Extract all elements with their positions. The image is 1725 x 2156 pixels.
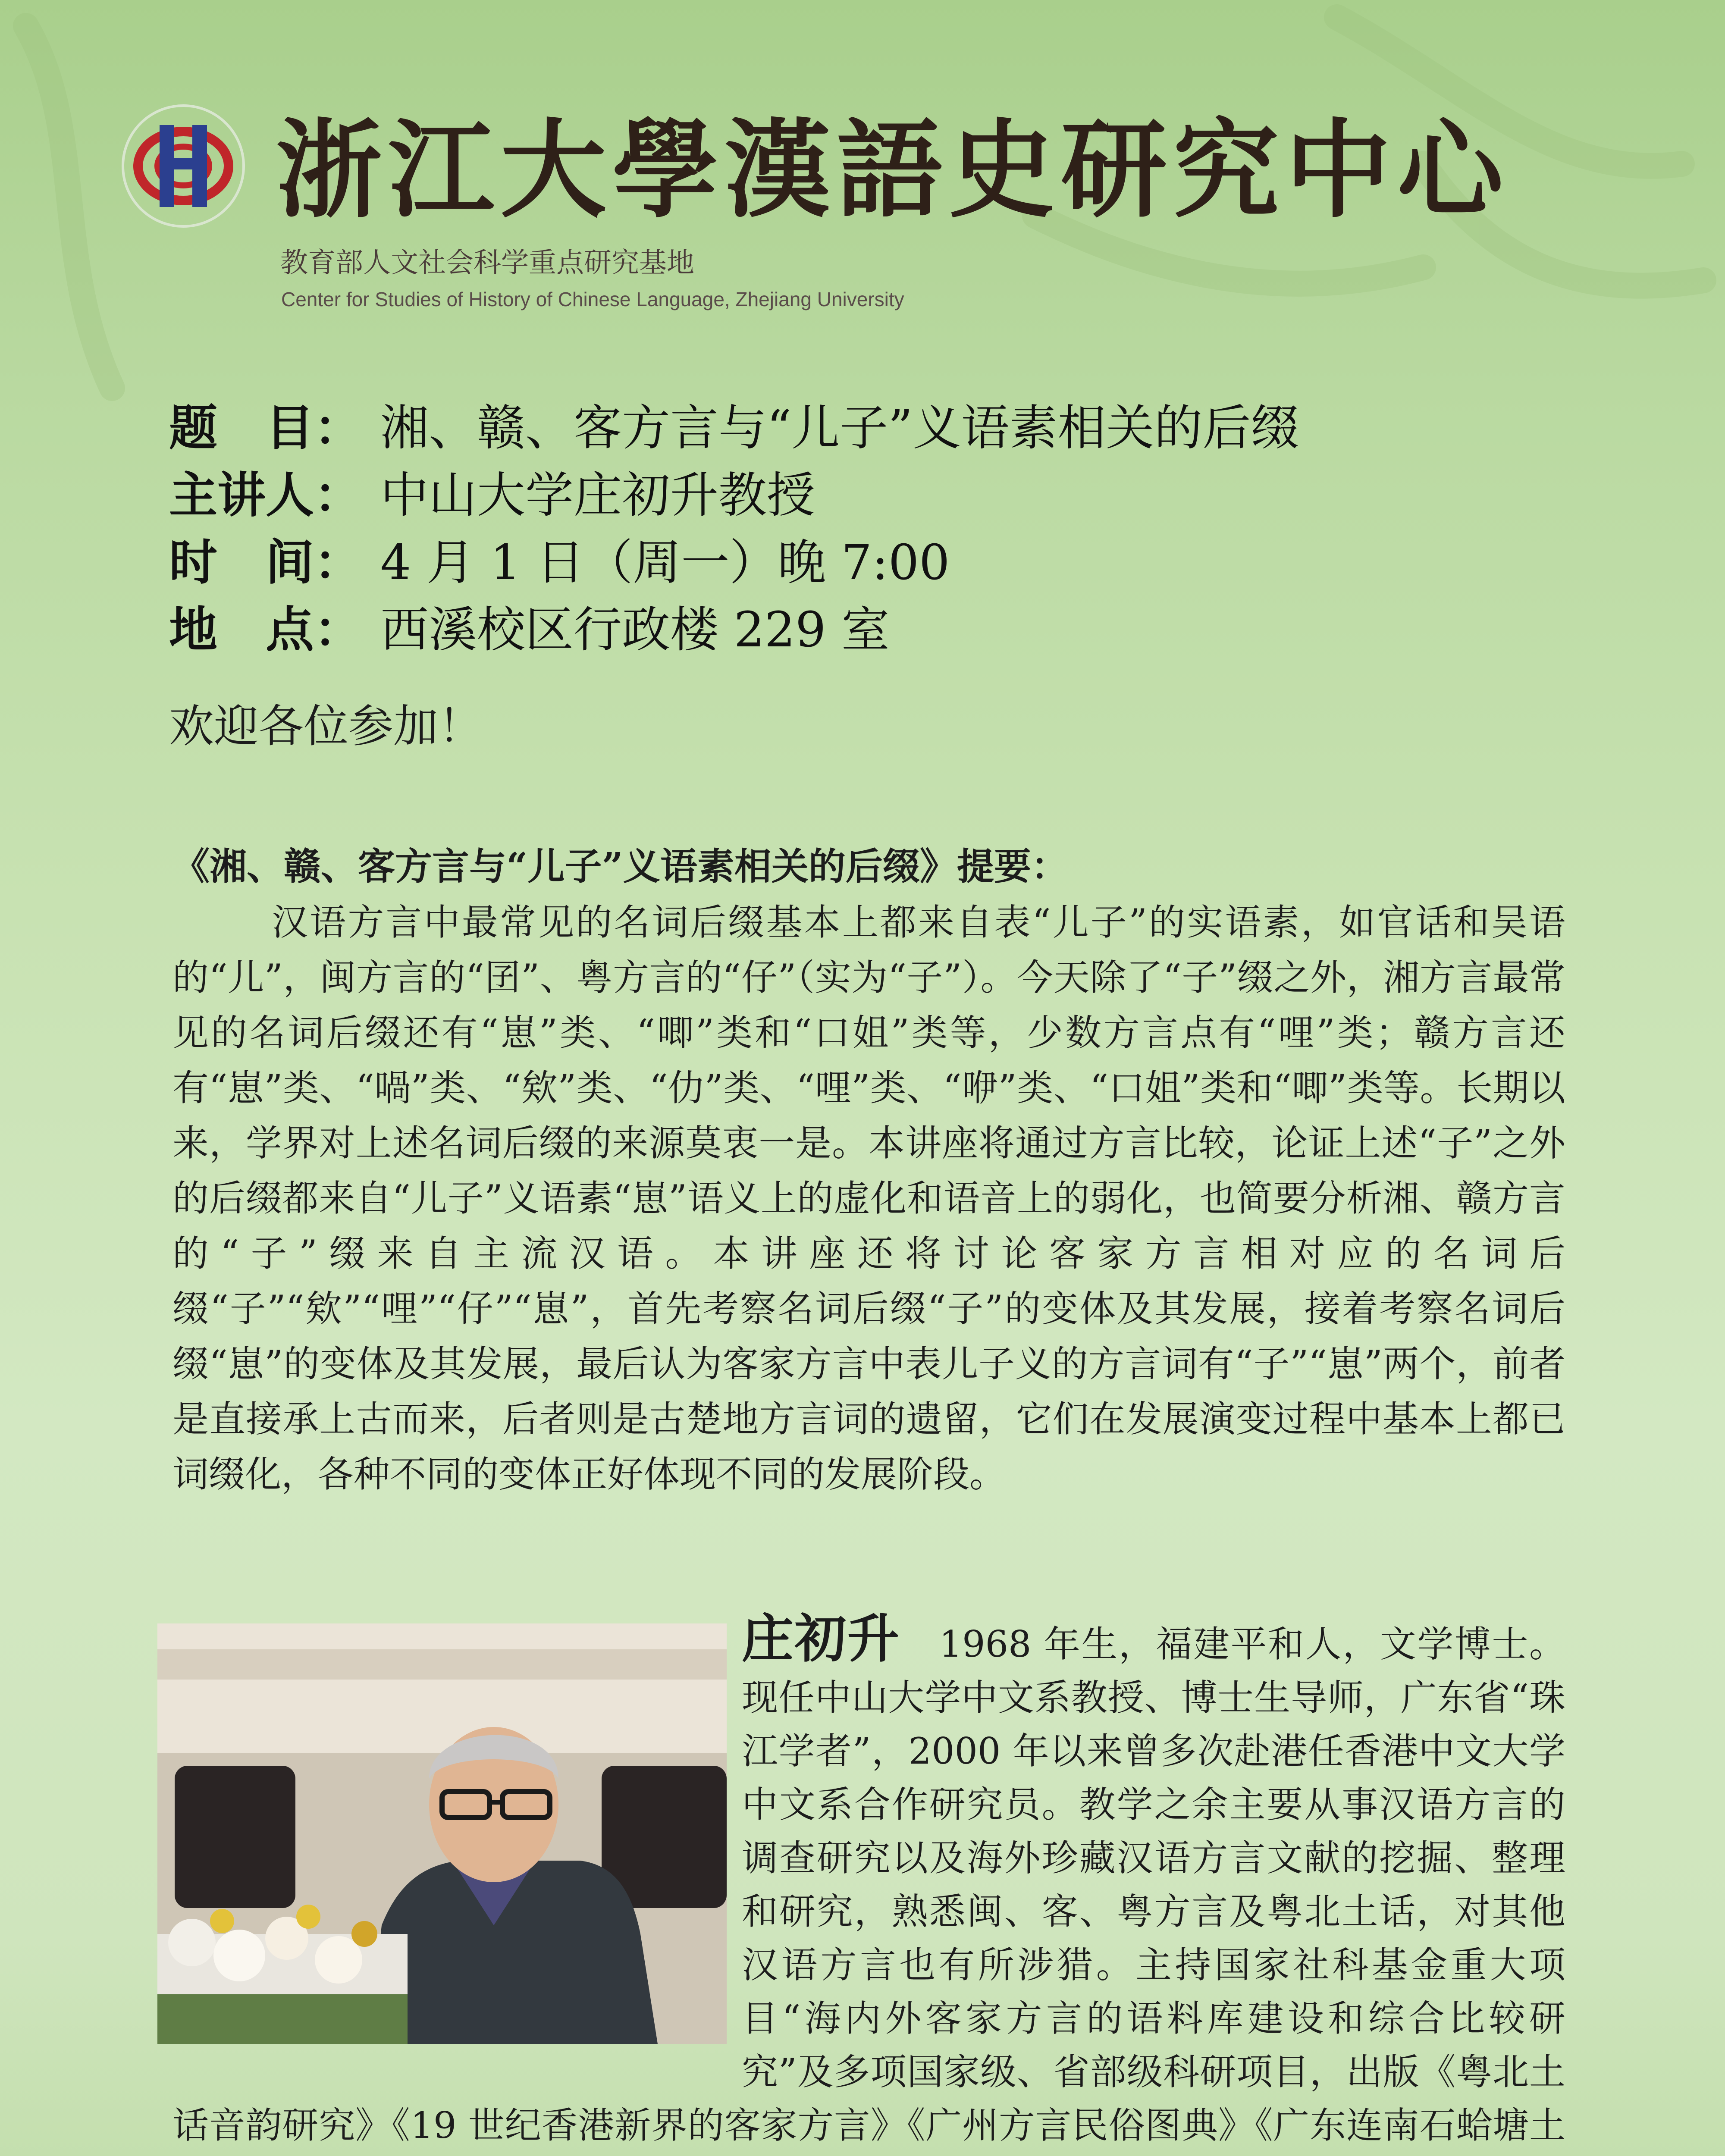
place-label: 地 点： [169, 601, 362, 658]
bio-speaker-name: 庄初升 [742, 1609, 900, 1669]
place-row [169, 592, 1299, 659]
photo-float-spacer [157, 1613, 742, 2081]
topic-label: 题 目： [169, 399, 362, 456]
center-title: 浙江大學漢語史研究中心 [276, 108, 1510, 232]
topic-value: 湘、赣、客方言与“儿子”义语素相关的后缀 [380, 400, 1299, 456]
time-row [169, 525, 1299, 592]
university-logo [108, 101, 259, 231]
topic-row [169, 390, 1299, 458]
time-label: 时 间： [169, 534, 362, 591]
speaker-bio [172, 1609, 1565, 2156]
speaker-row [169, 458, 1299, 525]
event-info [169, 390, 1299, 659]
speaker-label: 主讲人： [169, 467, 362, 523]
center-subtitle-english: Center for Studies of History of Chinese Language, Zhejiang University [281, 288, 904, 310]
center-subtitle-chinese: 教育部人文社会科学重点研究基地 [280, 247, 694, 279]
abstract-body: 汉语方言中最常见的名词后缀基本上都来自表“儿子”的实语素，如官话和吴语的“儿”，闽方言的“囝”、粤方言的“仔”（实为“子”）。今天除了“子”缀之外，湘方言最常见的名词后缀还有“崽”类、“唧”类和“口姐”类等，少数方言点有“哩”类；赣方言还有“崽”类、“喎”类、“欸”类、“仂”类、“哩”类、“咿”类、“口姐”类和“唧”类等。长期以来，学界对上述名词后缀的来源莫衷一是。本讲座将通过方言比较，论证上述“子”之外的后缀都来自“儿子”义语素“崽”语义上的虚化和语音上的弱化，也简要分析湘、赣方言的“子”缀来自主流汉语。本讲座还将讨论客家方言相对应的名词后缀“子”“欸”“哩”“仔”“崽”，首先考察名词后缀“子”的变体及其发展，接着考察名词后缀“崽”的变体及其发展，最后认为客家方言中表儿子义的方言词有“子”“崽”两个，前者是直接承上古而来，后者则是古楚地方言词的遗留，它们在发展演变过程中基本上都已词缀化，各种不同的变体正好体现不同的发展阶段。 [172, 901, 1565, 1495]
speaker-value: 中山大学庄初升教授 [380, 467, 815, 523]
welcome-text: 欢迎各位参加！ [169, 700, 483, 752]
abstract-heading: 《湘、赣、客方言与“儿子”义语素相关的后缀》提要： [172, 845, 1068, 888]
time-value: 4 月 1 日（周一）晚 7:00 [380, 534, 950, 591]
place-value: 西溪校区行政楼 229 室 [380, 602, 890, 658]
bio-text: 1968 年生，福建平和人，文学博士。现任中山大学中文系教授、博士生导师，广东省“珠江学者”，2000 年以来曾多次赴港任香港中文大学中文系合作研究员。教学之余主要从事汉语方言的调查研究以及海外珍藏汉语方言文献的挖掘、整理和研究，熟悉闽、客、粤方言及粤北土话，对其他汉语方言也有所涉猎。主持国家社科基金重大项目“海内外客家方言的语料库建设和综合比较研究”及多项国家级、省部级科研项目，出版《粤北土话音韵研究》《19 世纪香港新界的客家方言》《广州方言民俗图典》《广东连南石蛤塘土 [172, 1623, 1565, 2147]
